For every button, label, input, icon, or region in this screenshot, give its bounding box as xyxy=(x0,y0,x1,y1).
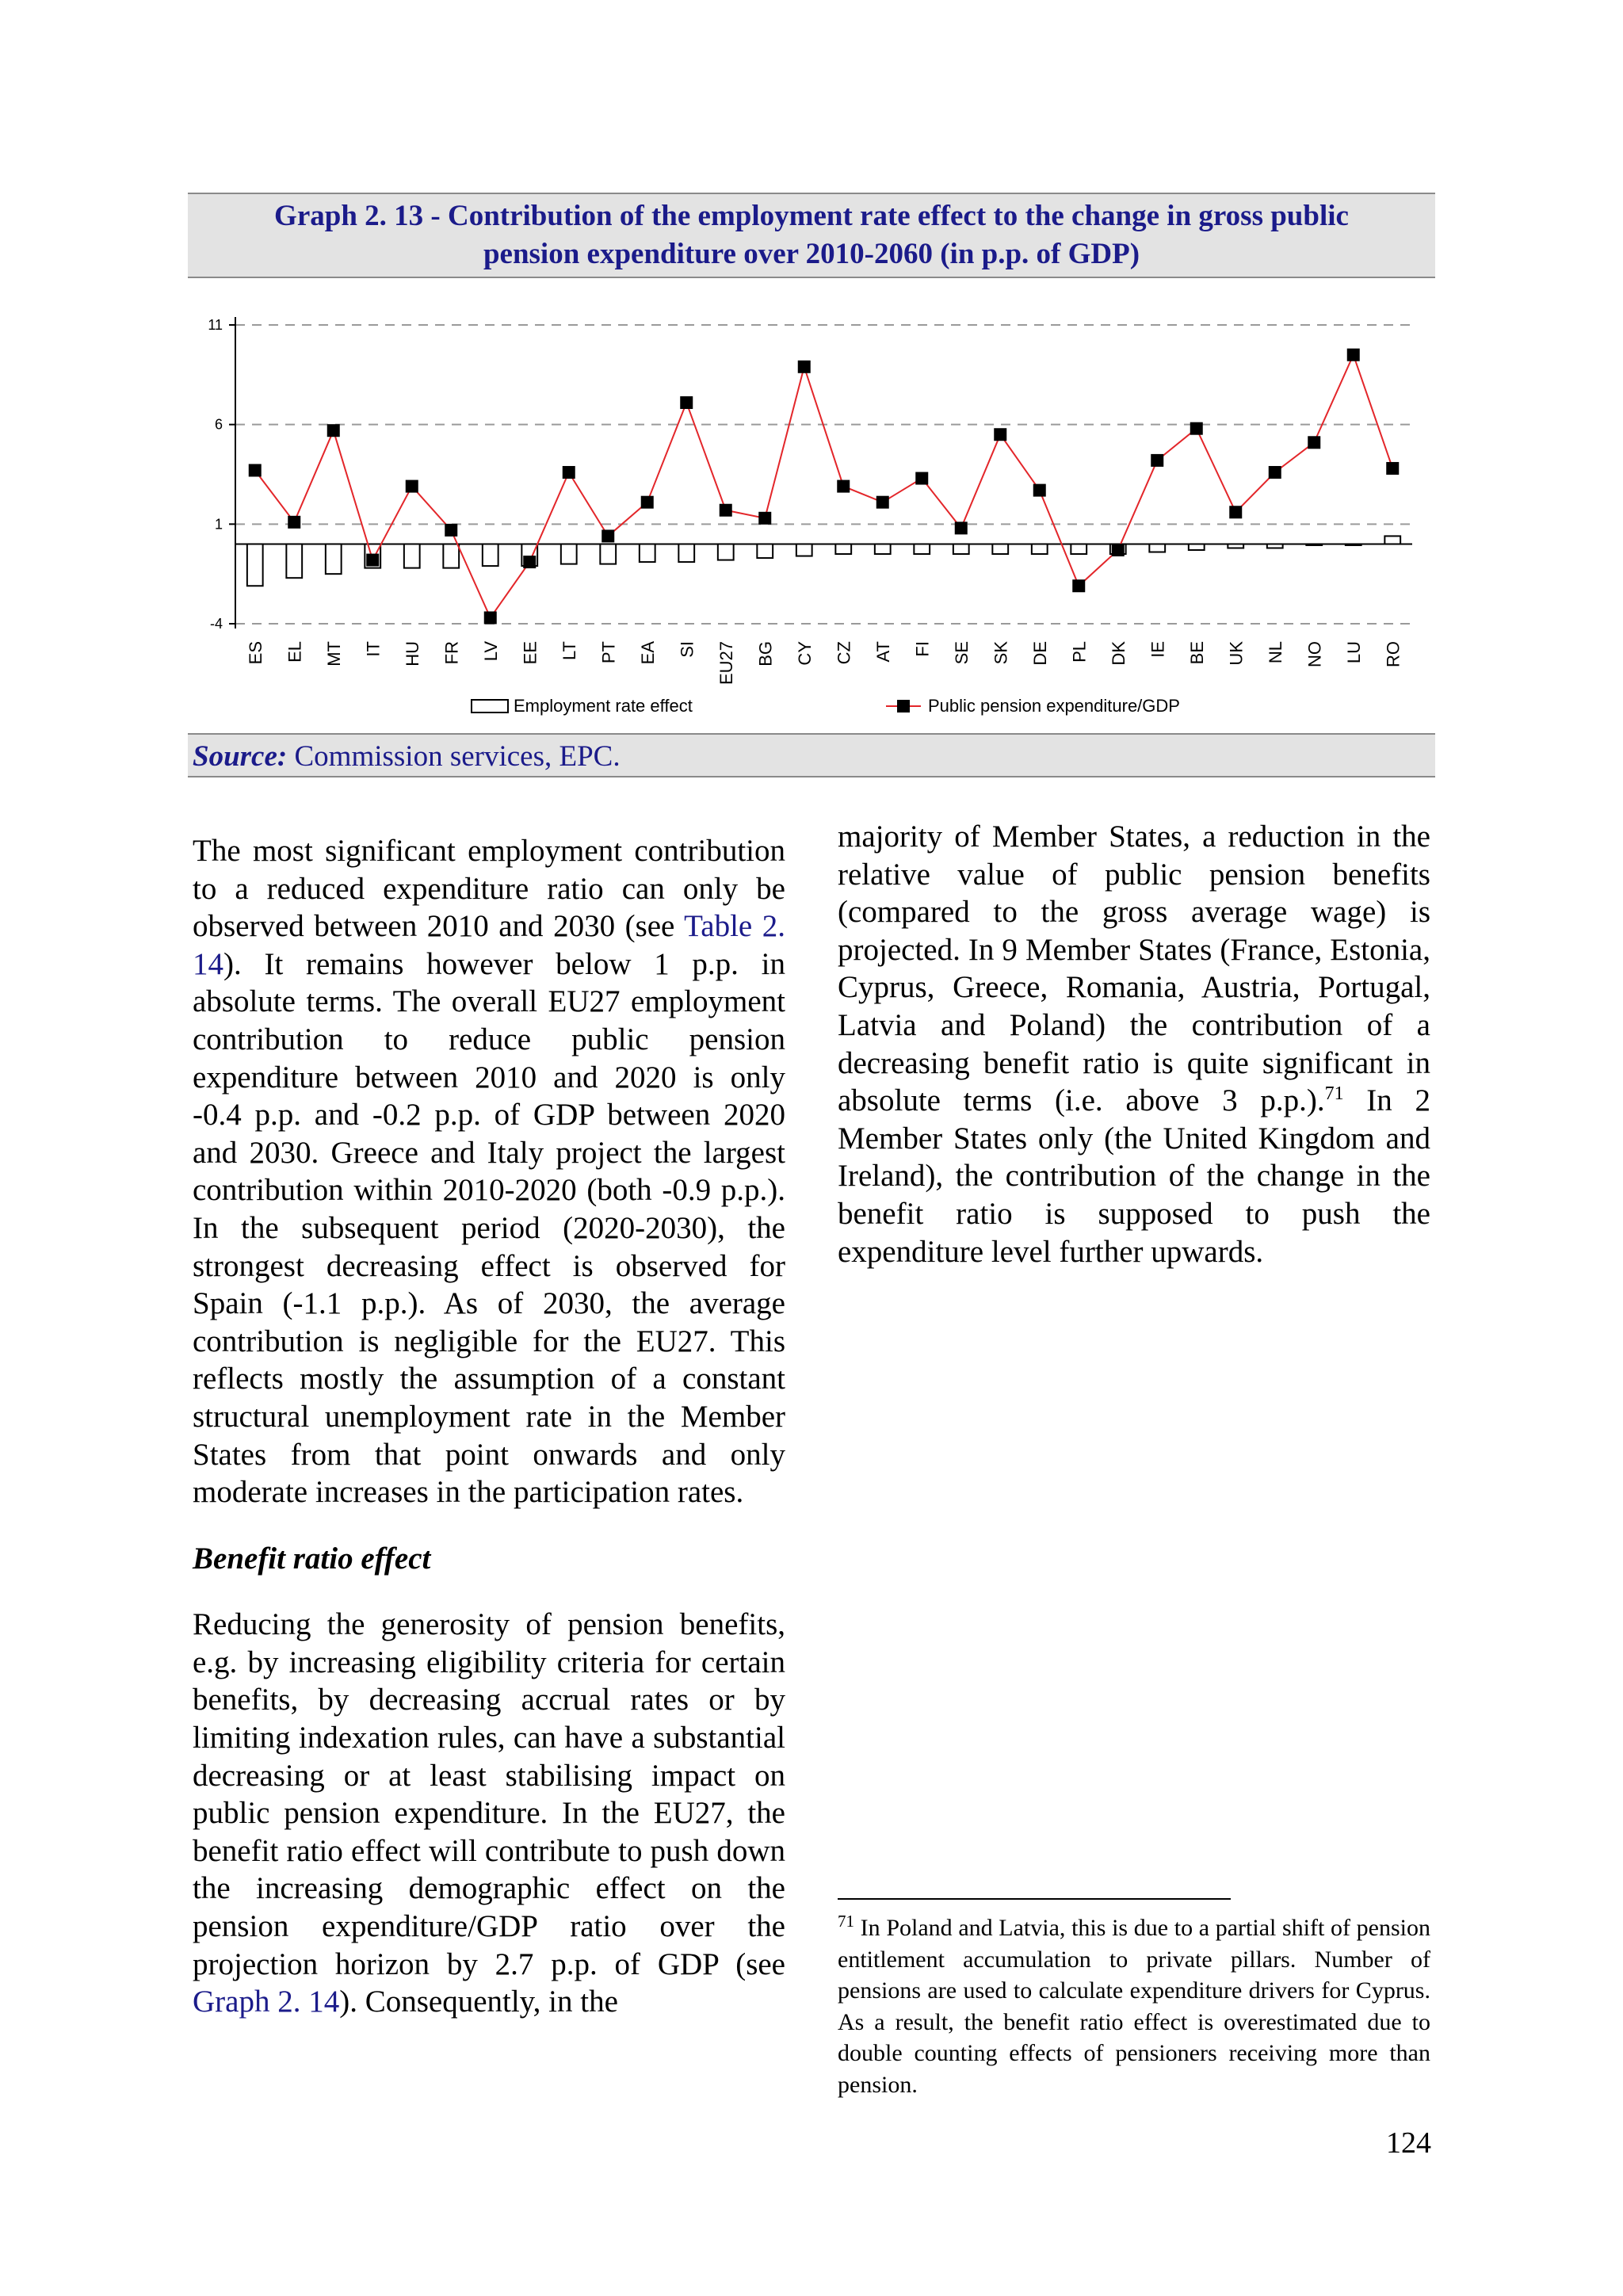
footnote-divider xyxy=(838,1898,1231,1900)
bar-ES xyxy=(247,544,263,586)
left-p1-text-a: The most significant employment contribution to a reduced expenditure ratio can only be observed between 2010 and 2030 (see xyxy=(193,834,785,944)
graph-title xyxy=(188,193,1435,278)
category-label-BG: BG xyxy=(755,641,776,667)
point-SE xyxy=(955,521,968,534)
category-label-DK: DK xyxy=(1108,641,1128,666)
category-label-CZ: CZ xyxy=(834,641,854,665)
category-label-SI: SI xyxy=(677,641,697,658)
chart-legend xyxy=(472,696,1180,716)
point-HU xyxy=(406,480,418,493)
left-column xyxy=(193,832,785,2021)
point-BG xyxy=(758,512,771,525)
expenditure-line xyxy=(249,349,1400,625)
point-AT xyxy=(876,496,889,509)
point-MT xyxy=(327,424,340,437)
left-p2-text-b: ). Consequently, in the xyxy=(339,1985,618,2019)
point-EL xyxy=(288,516,300,529)
category-label-IT: IT xyxy=(363,641,384,657)
graph-title-line2: pension expenditure over 2010-2060 (in p.p. of GDP) xyxy=(483,238,1140,270)
point-LV xyxy=(484,611,497,624)
section-heading: Benefit ratio effect xyxy=(193,1541,431,1576)
category-label-PL: PL xyxy=(1069,641,1090,663)
bar-NO xyxy=(1306,544,1322,545)
point-EA xyxy=(641,496,654,509)
footnote-text: In Poland and Latvia, this is due to a partial shift of pension entitlement accumulation to private pillars. Number of pensions are used to calculate expenditure drivers for Cyprus. As a result, the benefit ratio effect is overestimated due to double counting effects of pensioners receiving more than pension. xyxy=(838,1915,1430,2098)
point-PL xyxy=(1072,579,1085,592)
point-NO xyxy=(1308,436,1320,449)
bar-EU27 xyxy=(718,544,734,560)
page-number: 124 xyxy=(1386,2126,1431,2160)
bar-HU xyxy=(404,544,420,567)
bar-LV xyxy=(483,544,498,566)
legend-line-marker xyxy=(897,700,910,712)
point-SK xyxy=(994,428,1006,441)
bar-PL xyxy=(1071,544,1086,554)
footnote-ref-71[interactable]: 71 xyxy=(1324,1083,1344,1105)
source-text: Commission services, EPC. xyxy=(287,740,621,773)
category-label-HU: HU xyxy=(402,641,422,667)
point-CZ xyxy=(837,480,850,493)
right-p1-text-b: In 2 Member States only (the United Kingdom and Ireland), the contribution of the change in the benefit ratio is supposed to push the expenditure level further upwards. xyxy=(838,1083,1430,1269)
point-EU27 xyxy=(720,504,732,517)
point-EE xyxy=(523,556,536,568)
left-p2-text-a: Reducing the generosity of pension benefits, e.g. by increasing eligibility criteria for certain benefits, by decreasing accrual rates or by limiting indexation rules, can have a substantial decreasing or at least stabilising impact on public pension expenditure. In the EU27, the benefit ratio effect will contribute to push down the increasing demographic effect on the pension expenditure/GDP ratio over the projection horizon by 2.7 p.p. of GDP (see xyxy=(193,1607,785,1981)
graph-2-14-link[interactable]: Graph 2. 14 xyxy=(193,1985,340,2019)
category-label-SK: SK xyxy=(991,641,1011,665)
point-PT xyxy=(601,529,614,542)
y-tick-label: 6 xyxy=(214,416,223,433)
point-FR xyxy=(445,524,457,537)
category-label-LU: LU xyxy=(1343,641,1364,664)
y-tick-label: -4 xyxy=(209,616,223,632)
bar-CY xyxy=(796,544,812,556)
category-label-BE: BE xyxy=(1186,641,1207,665)
bar-CZ xyxy=(835,544,851,554)
category-label-CY: CY xyxy=(794,641,815,666)
category-label-UK: UK xyxy=(1226,641,1247,666)
table-2-14-link[interactable]: Table 2. 14 xyxy=(193,909,785,981)
category-label-EE: EE xyxy=(520,641,540,665)
legend-bar-label: Employment rate effect xyxy=(514,696,693,716)
category-label-PT: PT xyxy=(598,641,619,664)
category-labels xyxy=(246,641,1403,685)
legend-line-label: Public pension expenditure/GDP xyxy=(928,696,1180,716)
point-CY xyxy=(798,361,811,373)
point-DK xyxy=(1112,544,1125,556)
category-label-DE: DE xyxy=(1029,641,1050,666)
bar-LT xyxy=(561,544,577,563)
category-label-NL: NL xyxy=(1265,641,1285,664)
bar-SI xyxy=(678,544,694,562)
bar-IE xyxy=(1149,544,1165,552)
bar-SK xyxy=(992,544,1008,554)
bar-FR xyxy=(443,544,459,567)
point-LT xyxy=(563,466,575,479)
left-p1-text-b: ). It remains however below 1 p.p. in absolute terms. The overall EU27 employment contribution to reduce public pension expenditure between 2010 and 2020 is only -0.4 p.p. and -0.2 p.p. of GDP between 2020 and 2030. Greece and Italy project the largest contribution within 2010-2020 (both -0.9 p.p.). In the subsequent period (2020-2030), the strongest decreasing effect is observed for Spain (-1.1 p.p.). As of 2030, the average contribution is negligible for the EU27. This reflects mostly the assumption of a constant structural unemployment rate in the Member States from that point onwards and only moderate increases in the participation rates. xyxy=(193,946,785,1510)
bar-AT xyxy=(875,544,891,554)
bar-MT xyxy=(326,544,342,574)
category-label-AT: AT xyxy=(873,641,893,663)
category-label-MT: MT xyxy=(323,641,344,667)
left-paragraph-2 xyxy=(193,1606,785,2021)
point-UK xyxy=(1229,506,1242,518)
left-paragraph-1 xyxy=(193,832,785,1511)
category-label-LT: LT xyxy=(559,641,579,661)
bar-BE xyxy=(1189,544,1205,550)
bar-EL xyxy=(286,544,302,578)
category-label-NO: NO xyxy=(1304,641,1325,667)
graph-title-line1: Graph 2. 13 - Contribution of the employment rate effect to the change in gross public xyxy=(274,200,1349,232)
source-label: Source: xyxy=(193,740,288,773)
chart-gridlines xyxy=(235,325,1412,624)
category-label-RO: RO xyxy=(1383,641,1403,667)
point-BE xyxy=(1190,422,1203,435)
point-DE xyxy=(1033,484,1046,497)
employment-effect-chart xyxy=(188,293,1435,729)
category-label-IE: IE xyxy=(1148,641,1168,658)
category-label-FI: FI xyxy=(912,641,933,657)
category-label-SE: SE xyxy=(951,641,972,665)
category-label-EL: EL xyxy=(285,641,305,663)
category-label-EA: EA xyxy=(637,641,658,665)
bar-EA xyxy=(640,544,655,562)
bar-BG xyxy=(757,544,773,558)
bar-PT xyxy=(600,544,616,563)
bar-LU xyxy=(1346,544,1361,545)
footnote-71 xyxy=(838,1912,1430,2100)
y-tick-label: 11 xyxy=(208,317,223,333)
right-column xyxy=(838,818,1430,1270)
expenditure-series-line xyxy=(255,355,1393,618)
bar-DE xyxy=(1032,544,1048,554)
bar-UK xyxy=(1228,544,1243,548)
legend-bar-swatch xyxy=(472,700,508,712)
point-IE xyxy=(1151,454,1163,467)
bar-SE xyxy=(953,544,969,554)
point-FI xyxy=(915,472,928,485)
category-label-FR: FR xyxy=(441,641,462,665)
bar-RO xyxy=(1384,536,1400,544)
bar-FI xyxy=(914,544,930,554)
right-paragraph-1 xyxy=(838,818,1430,1270)
point-LU xyxy=(1347,349,1360,361)
category-label-LV: LV xyxy=(480,641,501,662)
point-NL xyxy=(1269,466,1281,479)
category-label-ES: ES xyxy=(245,641,265,665)
point-RO xyxy=(1386,462,1399,475)
point-ES xyxy=(249,464,262,476)
right-p1-text-a: majority of Member States, a reduction in the relative value of public pension benefits (compared to the gross average wage) is projected. In 9 Member States (France, Estonia, Cyprus, Greece, Romania, Austria, Portugal, Latvia and Poland) the contribution of a decreasing benefit ratio is quite significant in absolute terms (i.e. above 3 p.p.). xyxy=(838,819,1430,1118)
point-SI xyxy=(680,396,693,409)
graph-source xyxy=(188,733,1435,777)
y-tick-label: 1 xyxy=(214,516,223,533)
point-IT xyxy=(366,554,379,567)
footnote-number: 71 xyxy=(838,1912,854,1931)
bar-NL xyxy=(1267,544,1283,548)
category-label-EU27: EU27 xyxy=(716,641,736,686)
